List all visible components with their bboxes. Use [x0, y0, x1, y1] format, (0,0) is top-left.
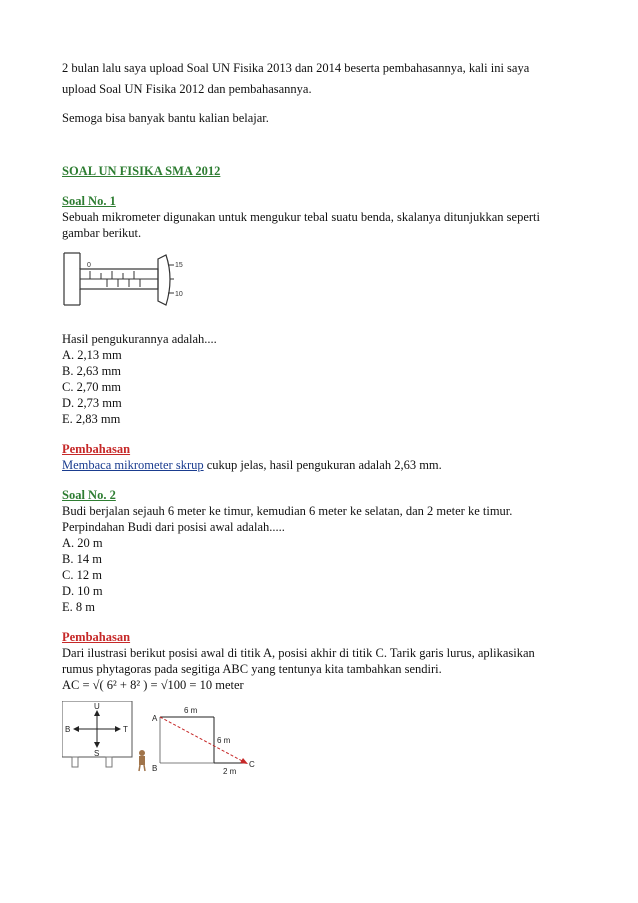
q1-solution	[62, 457, 582, 473]
micrometer-diagram	[62, 245, 192, 323]
thimble-label-bottom: 10	[175, 291, 183, 298]
displacement-diagram	[62, 701, 262, 791]
q2-solution-heading: Pembahasan	[62, 630, 131, 644]
point-a-label: A	[152, 714, 158, 723]
q1-prompt: Hasil pengukurannya adalah....	[62, 332, 217, 346]
q2-option-e: E. 8 m	[62, 600, 95, 614]
q1-solution-heading: Pembahasan	[62, 442, 131, 456]
micrometer-figure	[62, 245, 582, 323]
section-title: SOAL UN FISIKA SMA 2012	[62, 164, 221, 178]
micrometer-reading-link[interactable]: Membaca mikrometer skrup	[62, 458, 204, 472]
compass-label-u: U	[94, 702, 100, 711]
q1-option-b: B. 2,63 mm	[62, 364, 122, 378]
q2-option-c: C. 12 m	[62, 568, 102, 582]
q2-heading: Soal No. 2	[62, 488, 116, 502]
document-page	[62, 58, 582, 791]
q2-text-2: Perpindahan Budi dari posisi awal adalah.....	[62, 520, 285, 534]
compass-label-b: B	[65, 725, 71, 734]
compass-label-s: S	[94, 749, 100, 758]
q2-option-d: D. 10 m	[62, 584, 103, 598]
label-6m-top: 6 m	[184, 706, 198, 715]
q2-solution-2: rumus phytagoras pada segitiga ABC yang tentunya kita tambahkan sendiri.	[62, 662, 442, 676]
intro-line-2: upload Soal UN Fisika 2012 dan pembahasannya.	[62, 82, 312, 96]
q1-option-e: E. 2,83 mm	[62, 412, 121, 426]
label-6m-right: 6 m	[217, 736, 231, 745]
q1-text-2: gambar berikut.	[62, 226, 142, 240]
q1-heading: Soal No. 1	[62, 194, 116, 208]
point-c-label: C	[249, 760, 255, 769]
q2-option-b: B. 14 m	[62, 552, 102, 566]
q1-option-a: A. 2,13 mm	[62, 348, 122, 362]
micrometer-zero-label: 0	[87, 262, 91, 269]
label-2m-bottom: 2 m	[223, 767, 237, 776]
intro-line-3: Semoga bisa banyak bantu kalian belajar.	[62, 111, 269, 125]
displacement-figure	[62, 701, 582, 791]
q1-solution-text: cukup jelas, hasil pengukuran adalah 2,63 mm.	[203, 458, 442, 472]
q2-text-1: Budi berjalan sejauh 6 meter ke timur, kemudian 6 meter ke selatan, dan 2 meter ke timur.	[62, 504, 513, 518]
q2-solution-1: Dari ilustrasi berikut posisi awal di titik A, posisi akhir di titik C. Tarik garis lurus, aplikasikan	[62, 646, 535, 660]
q2-option-a: A. 20 m	[62, 536, 103, 550]
point-b-label: B	[152, 764, 158, 773]
q1-text-1: Sebuah mikrometer digunakan untuk mengukur tebal suatu benda, skalanya ditunjukkan seperti	[62, 210, 541, 224]
intro-line-1: 2 bulan lalu saya upload Soal UN Fisika 2013 dan 2014 beserta pembahasannya, kali ini saya	[62, 61, 530, 75]
q1-option-c: C. 2,70 mm	[62, 380, 122, 394]
q1-option-d: D. 2,73 mm	[62, 396, 122, 410]
thimble-label-top: 15	[175, 262, 183, 269]
compass-label-t: T	[123, 725, 128, 734]
person-icon	[139, 750, 145, 756]
q2-formula: AC = √( 6² + 8² ) = √100 = 10 meter	[62, 678, 244, 692]
